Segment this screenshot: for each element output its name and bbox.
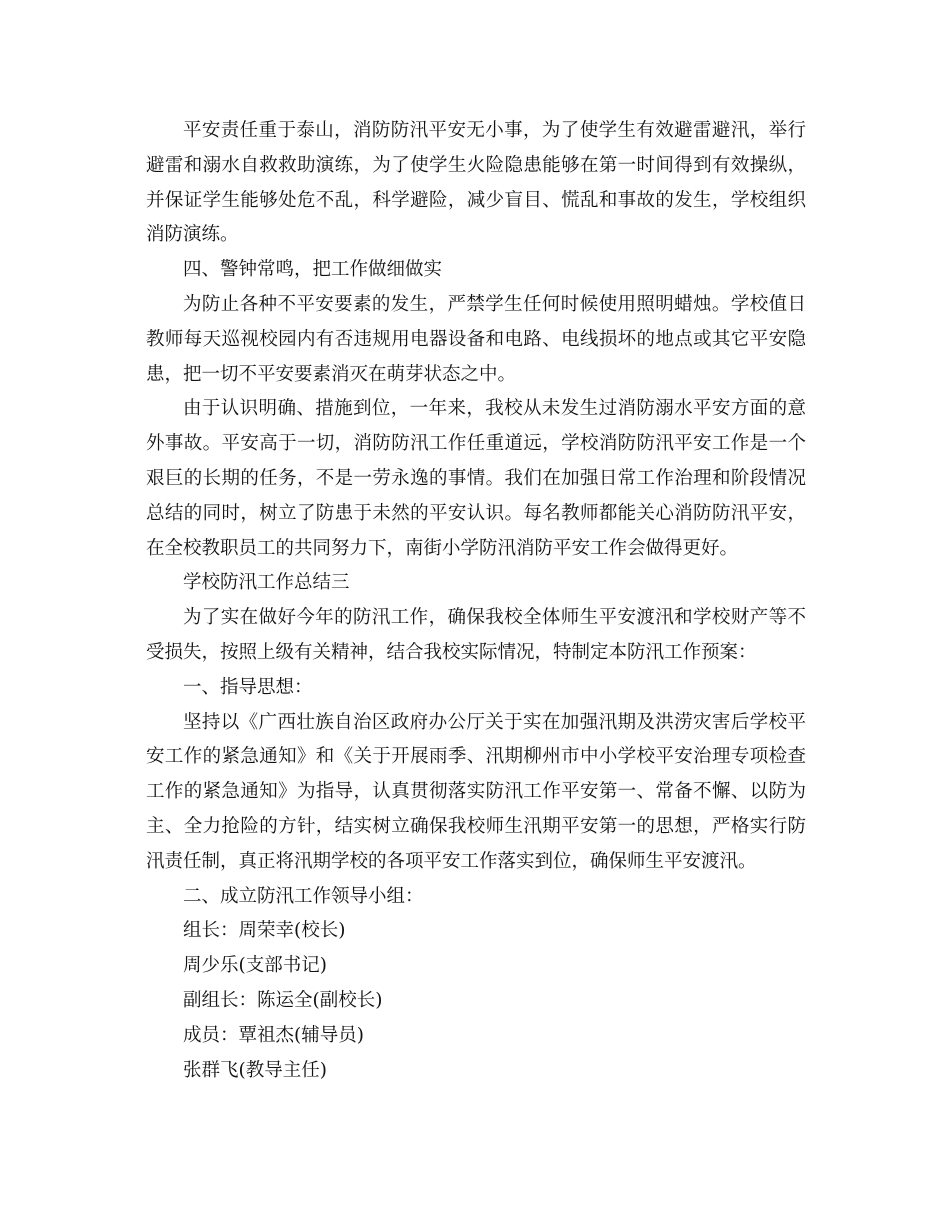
member-deputy-leader: 副组长：陈运全(副校长) xyxy=(183,989,383,1011)
member-party-secretary: 周少乐(支部书记) xyxy=(183,955,327,977)
section-heading-1: 一、指导思想： xyxy=(183,676,313,698)
member-teaching-director: 张群飞(教导主任) xyxy=(183,1059,327,1081)
paragraph-summary: 由于认识明确、措施到位，一年来，我校从未发生过消防溺水平安方面的意外事故。平安高于一切，消防防汛工作任重道远，学校消防防汛平安工作是一个艰巨的长期的任务，不是一劳永逸的事情。我们在加强日常工作治理和阶段情况总结的同时，树立了防患于未然的平安认识。每名教师都能关心消防防汛平安，在全校教职员工的共同努力下，南街小学防汛消防平安工作会做得更好。 xyxy=(146,398,806,559)
section-heading-2: 二、成立防汛工作领导小组： xyxy=(183,885,424,907)
paragraph-safety-drill: 平安责任重于泰山，消防防汛平安无小事，为了使学生有效避雷避汛，举行避雷和溺水自救救助演练，为了使学生火险隐患能够在第一时间得到有效操纵，并保证学生能够处危不乱，科学避险，减少盲目、慌乱和事故的发生，学校组织消防演练。 xyxy=(146,120,806,246)
section-heading-4: 四、警钟常鸣，把工作做细做实 xyxy=(183,259,443,281)
paragraph-prevention: 为防止各种不平安要素的发生，严禁学生任何时候使用照明蜡烛。学校值日教师每天巡视校园内有否违规用电器设备和电路、电线损坏的地点或其它平安隐患，把一切不平安要素消灭在萌芽状态之中。 xyxy=(146,293,806,385)
section-title-summary-3: 学校防汛工作总结三 xyxy=(183,572,350,594)
document-body xyxy=(146,114,806,1088)
member-counselor: 成员：覃祖杰(辅导员) xyxy=(183,1024,364,1046)
paragraph-purpose: 为了实在做好今年的防汛工作，确保我校全体师生平安渡汛和学校财产等不受损失，按照上级有关精神，结合我校实际情况，特制定本防汛工作预案： xyxy=(146,607,806,663)
member-leader: 组长：周荣幸(校长) xyxy=(183,920,346,942)
paragraph-guiding-principle: 坚持以《广西壮族自治区政府办公厅关于实在加强汛期及洪涝灾害后学校平安工作的紧急通知》和《关于开展雨季、汛期柳州市中小学校平安治理专项检查工作的紧急通知》为指导，认真贯彻落实防汛工作平安第一、常备不懈、以防为主、全力抢险的方针，结实树立确保我校师生汛期平安第一的思想，严格实行防汛责任制，真正将汛期学校的各项平安工作落实到位，确保师生平安渡汛。 xyxy=(146,711,806,872)
